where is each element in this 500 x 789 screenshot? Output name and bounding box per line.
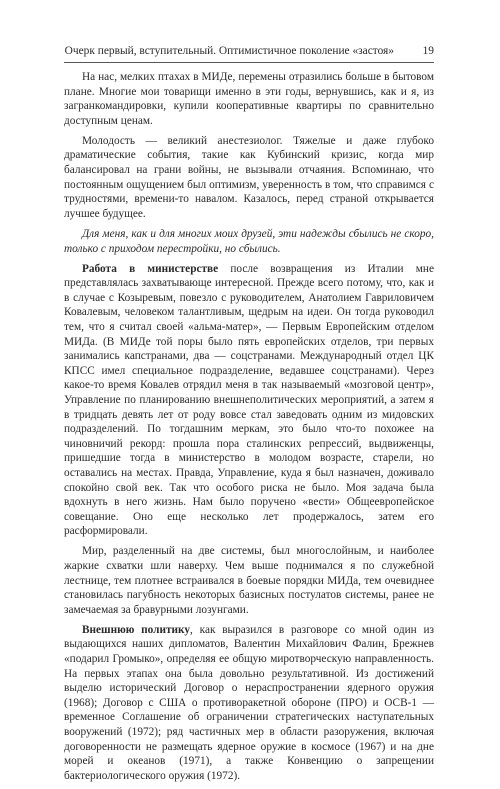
paragraph-3-italic <box>64 227 434 256</box>
paragraph-4 <box>64 262 434 539</box>
paragraph-lead-bold: Работа в министерстве <box>82 262 219 275</box>
paragraph-text: после возвращения из Италии мне представлялась захватывающе интересной. Прежде всего потому, что, как и в случае с Козыревым, повезло с руководителем, Анатолием Гавриловичем Ковалевым, человеком талантливым, щедрым на идеи. Он тогда руководил тем, что я считал своей «альма-матер», — Первым Европейским отделом МИДа. (В МИДе той поры было пять европейских отделов, три первых занимались капстранами, два — соцстранами. Международный отдел ЦК КПСС имел специальное подразделение, ведавшее соцстранами). Через какое-то время Ковалев отрядил меня в так называемый «мозговой центр», Управление по планированию внешнеполитических мероприятий, а затем я в тридцать девять лет от роду вовсе стал заведовать одним из мидовских подразделений. По тогдашним меркам, это было что-то похожее на чиновничий рекорд: прошла пора сталинских репрессий, выдвиженцы, пришедшие тогда в министерство в молодом возрасте, старели, но оставались на местах. Правда, Управление, куда я был назначен, доживало спокойно свой век. Так что особого риска не было. Моя задача была вдохнуть в него жизнь. Нам было поручено «вести» Общеевропейское совещание. Оно еще несколько лет продержалось, затем его расформировали. <box>64 262 434 538</box>
paragraph-6 <box>64 623 434 784</box>
running-header <box>64 44 434 63</box>
paragraph-text: , как выразился в разговоре со мной один из выдающихся наших дипломатов, Валентин Михайлович Фалин, Брежнев «подарил Громыко», определяя ее общую миротворческую направленность. На первых этапах она была довольно результативной. Из достижений выделю исторический Договор о нераспространении ядерного оружия (1968); Договор с США о противоракетной обороне (ПРО) и ОСВ-1 — временное Соглашение об ограничении стратегических наступательных вооружений (1972); ряд частичных мер в области разоружения, включая договоренности не размещать ядерное оружие в космосе (1967) и на дне морей и океанов (1971), а также Конвенцию о запрещении бактериологического оружия (1972). <box>64 623 434 782</box>
paragraph-text: Мир, разделенный на две системы, был многослойным, и наиболее жаркие схватки шли наверху. Чем выше поднимался я по служебной лестнице, тем плотнее встраивался в боевые порядки МИДа, тем очевиднее становилась пагубность некоторых базисных постулатов системы, ранее не замечаемая за бравурными лозунгами. <box>64 545 434 616</box>
paragraph-text: Для меня, как и для многих моих друзей, эти надежды сбылись не скоро, только с приходом перестройки, но сбылись. <box>64 227 434 255</box>
paragraph-2 <box>64 134 434 222</box>
page-number: 19 <box>422 45 434 57</box>
paragraph-text: На нас, мелких птахах в МИДе, перемены отразились больше в бытовом плане. Многие мои товарищи именно в эти годы, вернувшись, как и я, из загранкомандировки, купили кооперативные квартиры по сравнительно доступным ценам. <box>64 71 434 127</box>
paragraph-lead-bold: Внешнюю политику <box>82 623 191 636</box>
page-body <box>64 70 434 789</box>
paragraph-5 <box>64 544 434 617</box>
paragraph-text: Молодость — великий анестезиолог. Тяжелые и даже глубоко драматические события, такие как Кубинский кризис, когда мир балансировал на грани войны, не вызывали отчаяния. Вспоминаю, что постоянным ощущением был оптимизм, уверенность в том, что справимся с трудностями, времени-то навалом. Казалось, перед страной открывается лучшее будущее. <box>64 134 434 220</box>
paragraph-1 <box>64 70 434 128</box>
running-title: Очерк первый, вступительный. Оптимистичное поколение «застоя» <box>64 45 394 57</box>
